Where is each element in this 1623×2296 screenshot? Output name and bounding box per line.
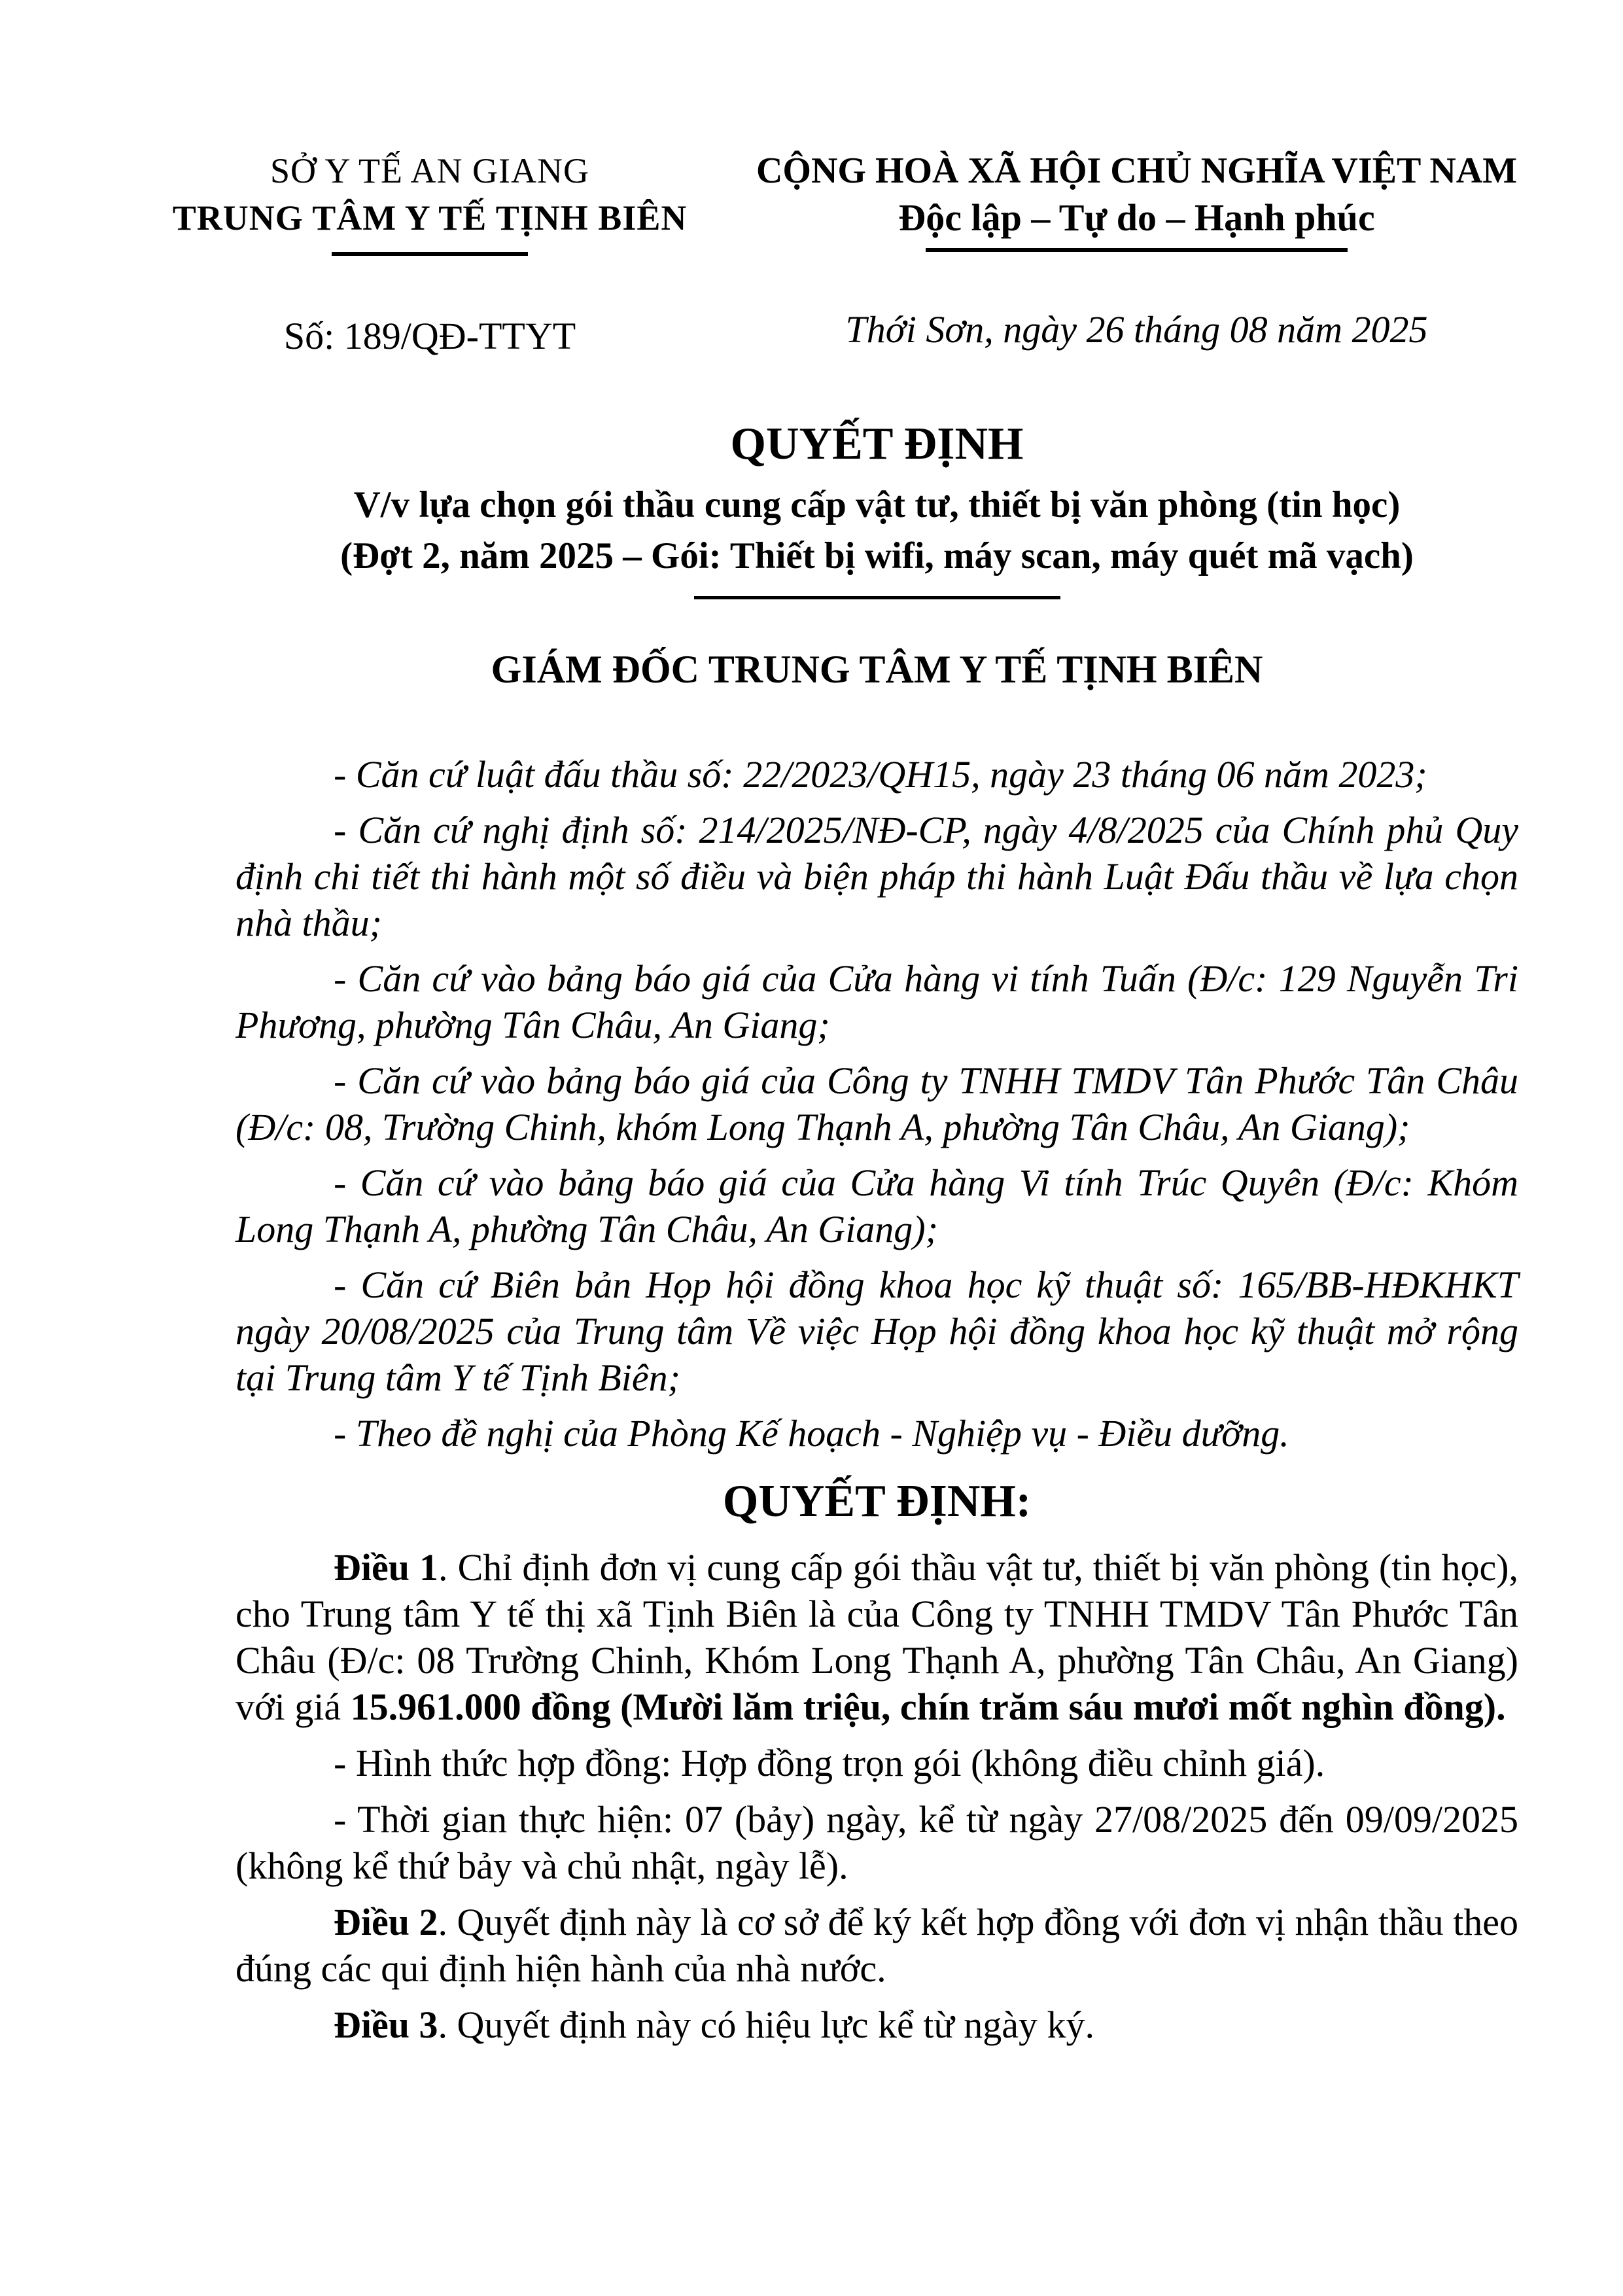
duration-paragraph: - Thời gian thực hiện: 07 (bảy) ngày, kể từ ngày 27/08/2025 đến 09/09/2025 (không kể thứ bảy và chủ nhật, ngày lễ). <box>236 1798 1518 1887</box>
issuing-authority-title: GIÁM ĐỐC TRUNG TÂM Y TẾ TỊNH BIÊN <box>491 648 1263 691</box>
article-2-paragraph <box>236 1899 1518 1992</box>
decision-heading: QUYẾT ĐỊNH: <box>722 1476 1032 1527</box>
national-name: CỘNG HOÀ XÃ HỘI CHỦ NGHĨA VIỆT NAM <box>756 150 1518 191</box>
articles-section <box>236 1544 1518 2048</box>
article-2-label: Điều 2 <box>334 1901 438 1943</box>
parent-org-name: SỞ Y TẾ AN GIANG <box>270 151 590 190</box>
document-body <box>236 415 1518 2048</box>
article-1-text: . Chỉ định đơn vị cung cấp gói thầu vật tư, thiết bị văn phòng (tin học), cho Trung tâm Y tế thị xã Tịnh Biên là của Công ty TNHH TMDV Tân Phước Tân Châu (Đ/c: 08 Trường Chinh, Khóm Long Thạnh A, phường Tân Châu, An Giang) với giá <box>236 1546 1519 1728</box>
article-1-paragraph <box>236 1544 1518 1730</box>
document-title: QUYẾT ĐỊNH <box>730 419 1024 469</box>
national-motto: Độc lập – Tự do – Hạnh phúc <box>898 196 1375 239</box>
article-2-text: . Quyết định này là cơ sở để ký kết hợp đồng với đơn vị nhận thầu theo đúng các qui định hiện hành của nhà nước. <box>236 1901 1519 1990</box>
contract-form-paragraph: - Hình thức hợp đồng: Hợp đồng trọn gói (không điều chỉnh giá). <box>334 1742 1325 1784</box>
article-1-label: Điều 1 <box>334 1546 439 1589</box>
issuing-org-name: TRUNG TÂM Y TẾ TỊNH BIÊN <box>172 198 688 238</box>
header-national-block <box>755 147 1518 359</box>
article-3-text: . Quyết định này có hiệu lực kể từ ngày ký. <box>438 2004 1095 2046</box>
article-3-paragraph <box>236 2002 1518 2048</box>
citation-paragraph: - Căn cứ luật đấu thầu số: 22/2023/QH15, ngày 23 tháng 06 năm 2023; <box>334 753 1427 796</box>
citation-paragraph: - Căn cứ vào bảng báo giá của Cửa hàng Vi tính Trúc Quyên (Đ/c: Khóm Long Thạnh A, phường Tân Châu, An Giang); <box>236 1161 1518 1250</box>
org-underline-divider <box>332 252 528 256</box>
header-issuing-org-block <box>105 147 755 359</box>
document-header <box>105 147 1518 359</box>
subject-line-1: V/v lựa chọn gói thầu cung cấp vật tư, thiết bị văn phòng (tin học) <box>353 484 1401 525</box>
document-subject <box>236 480 1518 582</box>
citations-section <box>236 751 1518 1457</box>
citation-paragraph: - Căn cứ vào bảng báo giá của Công ty TNHH TMDV Tân Phước Tân Châu (Đ/c: 08, Trường Chinh, khóm Long Thạnh A, phường Tân Châu, An Giang); <box>236 1059 1518 1148</box>
motto-underline-divider <box>926 248 1348 252</box>
article-3-label: Điều 3 <box>334 2004 438 2046</box>
subject-line-2: (Đợt 2, năm 2025 – Gói: Thiết bị wifi, máy scan, máy quét mã vạch) <box>340 535 1414 576</box>
subject-underline-divider <box>694 596 1060 599</box>
article-1-amount: 15.961.000 đồng (Mười lăm triệu, chín trăm sáu mươi mốt nghìn đồng). <box>350 1686 1506 1728</box>
citation-paragraph: - Theo đề nghị của Phòng Kế hoạch - Nghiệp vụ - Điều dưỡng. <box>334 1412 1289 1455</box>
place-and-date: Thới Sơn, ngày 26 tháng 08 năm 2025 <box>845 308 1428 351</box>
citation-paragraph: - Căn cứ nghị định số: 214/2025/NĐ-CP, ngày 4/8/2025 của Chính phủ Quy định chi tiết thi hành một số điều và biện pháp thi hành Luật Đấu thầu về lựa chọn nhà thầu; <box>236 809 1518 944</box>
citation-paragraph: - Căn cứ Biên bản Họp hội đồng khoa học kỹ thuật số: 165/BB-HĐKHKT ngày 20/08/2025 của Trung tâm Về việc Họp hội đồng khoa học kỹ thuật mở rộng tại Trung tâm Y tế Tịnh Biên; <box>236 1263 1518 1399</box>
document-number: Số: 189/QĐ-TTYT <box>283 315 576 357</box>
citation-paragraph: - Căn cứ vào bảng báo giá của Cửa hàng vi tính Tuấn (Đ/c: 129 Nguyễn Tri Phương, phường Tân Châu, An Giang; <box>236 957 1518 1046</box>
